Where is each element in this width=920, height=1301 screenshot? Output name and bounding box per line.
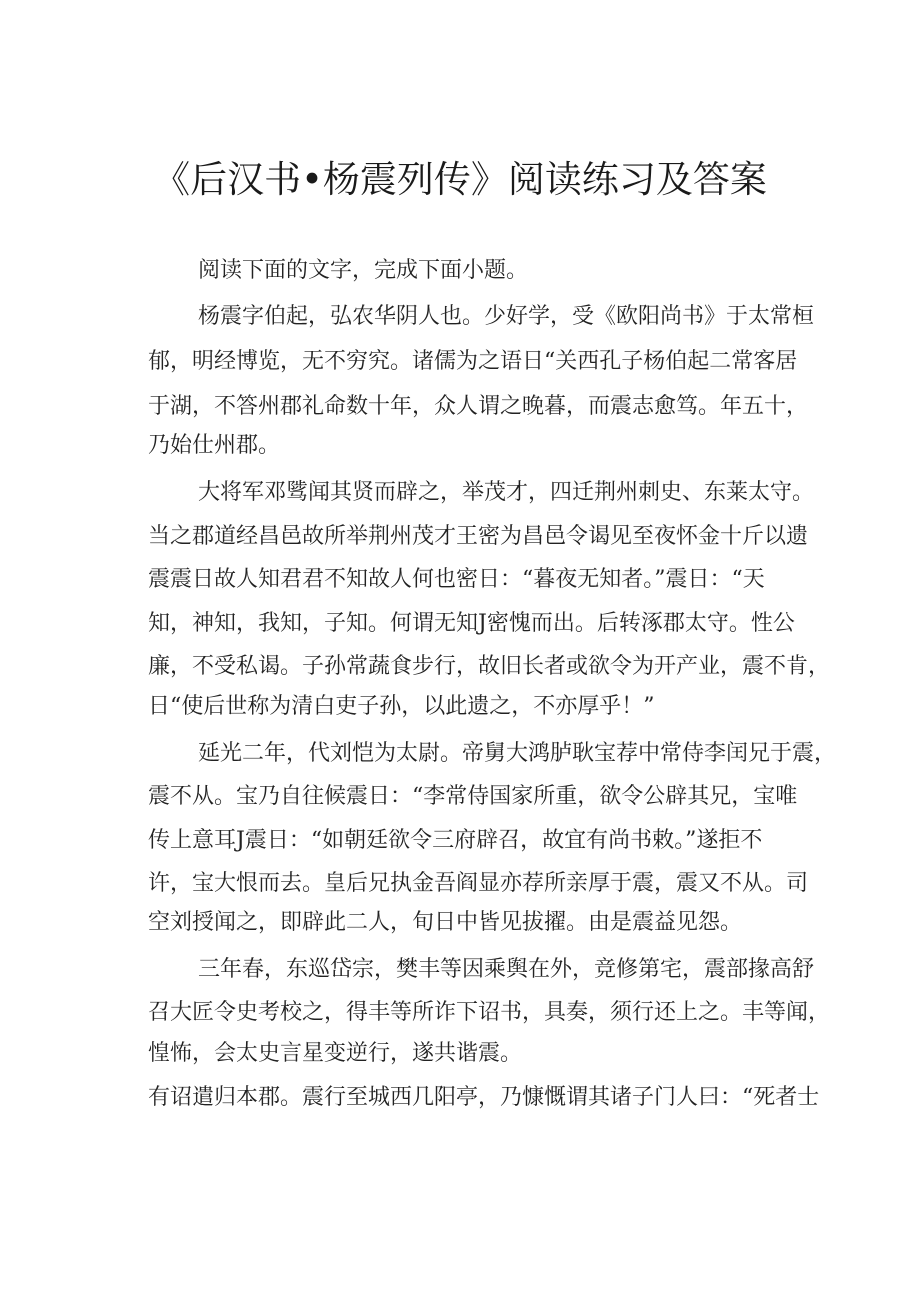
paragraph-line: 乃始仕州郡。 bbox=[148, 433, 281, 458]
paragraph-line: 三年春，东巡岱宗，樊丰等因乘舆在外，竞修第宅，震部掾高舒 bbox=[198, 957, 815, 982]
paragraph-line: 杨震字伯起，弘农华阴人也。少好学，受《欧阳尚书》于太常桓 bbox=[198, 304, 815, 329]
paragraph-line: 日“使后世称为清白吏子孙，以此遗之，不亦厚乎！” bbox=[148, 694, 655, 719]
paragraph-line: 郁，明经博览，无不穷究。诸儒为之语日“关西孔子杨伯起二常客居 bbox=[148, 349, 798, 374]
paragraph-line: 有诏遣归本郡。震行至城西几阳亭，乃慷慨谓其诸子门人曰：“死者士 bbox=[148, 1085, 820, 1110]
paragraph-line: 大将军邓骘闻其贤而辟之，举茂才，四迁荆州刺史、东莱太守。 bbox=[198, 480, 815, 505]
document-title: 《后汉书•杨震列传》阅读练习及答案 bbox=[153, 158, 767, 201]
paragraph-line: 当之郡道经昌邑故所举荆州茂才王密为昌邑令谒见至夜怀金十斤以遗 bbox=[148, 524, 809, 549]
paragraph-line: 于湖，不答州郡礼命数十年，众人谓之晚暮，而震志愈笃。年五十， bbox=[148, 394, 809, 419]
paragraph-line: 廉，不受私谒。子孙常蔬食步行，故旧长者或欲令为开产业，震不肯， bbox=[148, 654, 831, 679]
paragraph-line: 召大匠令史考校之，得丰等所诈下诏书，具奏，须行还上之。丰等闻， bbox=[148, 1000, 831, 1025]
paragraph-line: 震不从。宝乃自往候震日：“李常侍国家所重，欲令公辟其兄，宝唯 bbox=[148, 784, 798, 809]
paragraph-line: 许，宝大恨而去。皇后兄执金吾阎显亦荐所亲厚于震，震又不从。司 bbox=[148, 871, 809, 896]
paragraph-line: 空刘授闻之，即辟此二人，旬日中皆见拔擢。由是震益见怨。 bbox=[148, 910, 743, 935]
paragraph-line: 知，神知，我知，子知。何谓无知J密愧而出。后转涿郡太守。性公 bbox=[148, 611, 795, 636]
paragraph-line: 阅读下面的文字，完成下面小题。 bbox=[198, 258, 529, 283]
paragraph-line: 惶怖，会太史言星变逆行，遂共谐震。 bbox=[148, 1041, 523, 1066]
paragraph-line: 传上意耳J震日：“如朝廷欲令三府辟召，故宜有尚书敕。”遂拒不 bbox=[148, 828, 763, 853]
paragraph-line: 震震日故人知君君不知故人何也密日：“暮夜无知者。”震日：“天 bbox=[148, 567, 765, 592]
paragraph-line: 延光二年，代刘恺为太尉。帝舅大鸿胪耿宝荐中常侍李闰兄于震， bbox=[198, 741, 837, 766]
